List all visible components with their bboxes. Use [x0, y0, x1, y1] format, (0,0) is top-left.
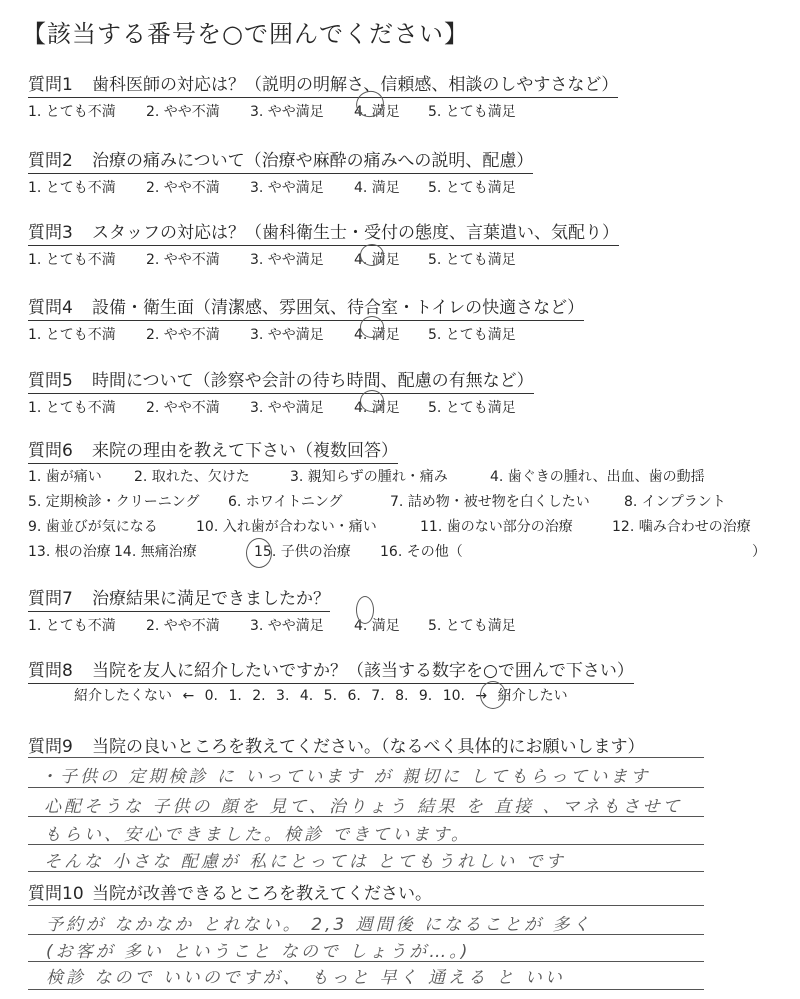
option-12[interactable]: 12. 噛み合わせの治療 [612, 519, 751, 535]
handwritten-answer-line: ・子供の 定期検診 に いっています が 親切に してもらっています [40, 767, 651, 787]
question-number: 質問2 [28, 151, 73, 171]
question-number: 質問6 [28, 441, 73, 461]
selection-circle [356, 596, 374, 624]
question-8 [28, 656, 634, 684]
question-text: 当院を友人に紹介したいですか？（該当する数字を○で囲んで下さい） [92, 661, 634, 681]
question-9 [28, 732, 645, 759]
question-1-heading [28, 70, 618, 98]
handwritten-answer-line: 心配そうな 子供の 顔を 見て、治りょう 結果 を 直接 、マネもさせて [44, 797, 683, 817]
question-number: 質問7 [28, 589, 73, 609]
option-5[interactable]: 5. とても満足 [428, 618, 516, 634]
option-5[interactable]: 5. とても満足 [428, 252, 516, 268]
option-3[interactable]: 3. やや満足 [250, 252, 324, 268]
selection-circle [246, 538, 272, 568]
question-7-heading [28, 584, 330, 612]
answer-options [28, 615, 516, 635]
handwritten-answer-line: 検診 なので いいのですが、 もっと 早く 通える と いい [46, 968, 565, 988]
question-number: 質問4 [28, 298, 73, 318]
option-15[interactable]: 15. 子供の治療 [254, 544, 351, 560]
option-4[interactable]: 4. 満足 [354, 618, 400, 634]
question-text: 当院の良いところを教えてください。（なるべく具体的にお願いします） [92, 737, 645, 757]
option-5[interactable]: 5. とても満足 [428, 180, 516, 196]
question-number: 質問1 [28, 75, 73, 95]
option-14[interactable]: 14. 無痛治療 [114, 544, 197, 560]
answer-options [28, 397, 534, 417]
option-16[interactable]: 16. その他（ [380, 544, 463, 560]
question-2 [28, 146, 533, 197]
option-10[interactable]: 10. 入れ歯が合わない・痛い [196, 519, 377, 535]
answer-line [28, 757, 704, 758]
page-title: 【該当する番号を○で囲んでください】 [22, 20, 469, 48]
question-number: 質問3 [28, 223, 73, 243]
question-3-heading [28, 218, 619, 246]
question-5 [28, 366, 534, 417]
option-3[interactable]: 3. やや満足 [250, 104, 324, 120]
option-3[interactable]: 3. 親知らずの腫れ・痛み [290, 469, 448, 485]
option-2[interactable]: 2. やや不満 [146, 400, 220, 416]
question-1 [28, 70, 618, 121]
recommend-scale[interactable]: 紹介したくない ← 0. 1. 2. 3. 4. 5. 6. 7. 8. 9. 10. → 紹介したい [74, 688, 568, 704]
answer-options [28, 249, 619, 269]
option-3[interactable]: 3. やや満足 [250, 400, 324, 416]
question-text: 時間について（診察や会計の待ち時間、配慮の有無など） [92, 371, 534, 391]
question-7 [28, 584, 516, 635]
question-4-heading [28, 293, 584, 321]
question-text: スタッフの対応は？（歯科衛生士・受付の態度、言葉遣い、気配り） [92, 223, 619, 243]
answer-line [28, 844, 704, 845]
option-5[interactable]: 5. とても満足 [428, 327, 516, 343]
question-2-heading [28, 146, 533, 174]
answer-line [28, 989, 704, 990]
question-number: 質問5 [28, 371, 73, 391]
question-text: 当院が改善できるところを教えてください。 [92, 884, 432, 904]
question-text: 治療結果に満足できましたか？ [92, 589, 330, 609]
question-10-heading [28, 879, 432, 906]
question-number: 質問8 [28, 661, 73, 681]
option-5[interactable]: 5. とても満足 [428, 400, 516, 416]
answer-line [28, 934, 704, 935]
option-5[interactable]: 5. とても満足 [428, 104, 516, 120]
selection-circle [360, 390, 384, 412]
question-6-heading [28, 436, 398, 464]
handwritten-answer-line: (お客が 多い ということ なので しょうが…。) [46, 942, 471, 962]
option-2[interactable]: 2. やや不満 [146, 104, 220, 120]
option-1[interactable]: 1. とても不満 [28, 180, 116, 196]
answer-options [28, 177, 533, 197]
question-number: 質問9 [28, 737, 73, 757]
option-2[interactable]: 2. やや不満 [146, 252, 220, 268]
question-5-heading [28, 366, 534, 394]
option-4[interactable]: 4. 歯ぐきの腫れ、出血、歯の動揺 [490, 469, 705, 485]
answer-line [28, 961, 704, 962]
answer-options [28, 324, 584, 344]
option-1[interactable]: 1. とても不満 [28, 327, 116, 343]
answer-line [28, 787, 704, 788]
option-1[interactable]: 1. 歯が痛い [28, 469, 102, 485]
question-8-heading [28, 656, 634, 684]
option-3[interactable]: 3. やや満足 [250, 618, 324, 634]
option-2[interactable]: 2. やや不満 [146, 180, 220, 196]
answer-line [28, 871, 704, 872]
question-4 [28, 293, 584, 344]
option-2[interactable]: 2. やや不満 [146, 327, 220, 343]
option-4[interactable]: 4. 満足 [354, 400, 400, 416]
question-3 [28, 218, 619, 269]
option-1[interactable]: 1. とても不満 [28, 104, 116, 120]
option-3[interactable]: 3. やや満足 [250, 180, 324, 196]
option-2[interactable]: 2. 取れた、欠けた [134, 469, 250, 485]
option-4[interactable]: 4. 満足 [354, 252, 400, 268]
option-6[interactable]: 6. ホワイトニング [228, 494, 343, 510]
option-9[interactable]: 9. 歯並びが気になる [28, 519, 158, 535]
question-6 [28, 436, 398, 464]
question-10 [28, 879, 432, 906]
option-5[interactable]: 5. 定期検診・クリーニング [28, 494, 200, 510]
option-13[interactable]: 13. 根の治療 [28, 544, 111, 560]
handwritten-answer-line: そんな 小さな 配慮が 私にとっては とてもうれしい です [44, 852, 566, 872]
question-text: 歯科医師の対応は？（説明の明解さ、信頼感、相談のしやすさなど） [92, 75, 619, 95]
option-7[interactable]: 7. 詰め物・被せ物を白くしたい [390, 494, 590, 510]
question-9-heading [28, 732, 645, 759]
option-3[interactable]: 3. やや満足 [250, 327, 324, 343]
question-text: 設備・衛生面（清潔感、雰囲気、待合室・トイレの快適さなど） [92, 298, 585, 318]
option-4[interactable]: 4. 満足 [354, 327, 400, 343]
handwritten-answer-line: もらい、安心できました。検診 できています。 [44, 825, 472, 845]
selection-circle [360, 316, 384, 338]
option-4[interactable]: 4. 満足 [354, 104, 400, 120]
option-2[interactable]: 2. やや不満 [146, 618, 220, 634]
selection-circle [480, 681, 506, 709]
question-text: 来院の理由を教えて下さい（複数回答） [92, 441, 398, 461]
reason-options [28, 466, 788, 566]
answer-line [28, 905, 704, 906]
answer-options [28, 101, 618, 121]
option-11[interactable]: 11. 歯のない部分の治療 [420, 519, 573, 535]
option-1[interactable]: 1. とても不満 [28, 618, 116, 634]
option-1[interactable]: 1. とても不満 [28, 252, 116, 268]
question-number: 質問10 [28, 884, 84, 904]
option-1[interactable]: 1. とても不満 [28, 400, 116, 416]
option-4[interactable]: 4. 満足 [354, 180, 400, 196]
question-text: 治療の痛みについて（治療や麻酔の痛みへの説明、配慮） [92, 151, 534, 171]
option-8[interactable]: 8. インプラント [624, 494, 726, 510]
answer-line [28, 816, 704, 817]
handwritten-answer-line: 予約が なかなか とれない。 2,3 週間後 になることが 多く [46, 915, 593, 935]
selection-circle [360, 244, 384, 266]
other-close-paren: ） [752, 544, 766, 560]
